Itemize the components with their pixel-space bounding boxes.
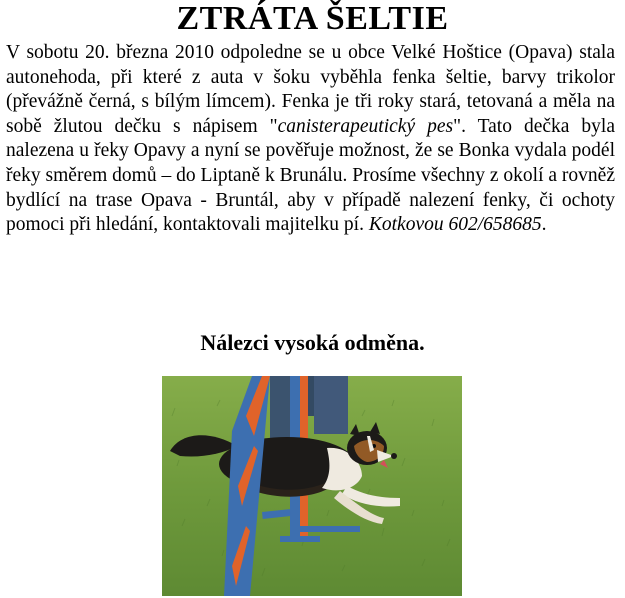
paragraph-part-1: V sobotu 20. března 2010 odpoledne se u obce Velké Hoštice (Opava) stala autonehoda, při které z auta v šoku vyběhla fenka šeltie, barvy trikolor (převážně černá, s bílým límcem). Fenka je tři roky stará, tetovaná a měla na sobě žlutou dečku s nápisem "	[6, 42, 615, 137]
paragraph-part-2: ". Tato dečka byla nalezena u řeky Opavy a nyní se pověřuje možnost, že se Bonka vydala podél řeky směrem domů – do Liptaně k Brunálu. Prosíme všechny z okolí a rovněž bydlící na trase Opava - Bruntál, aby v případě nalezení fenky, či ochoty pomoci při hledání, kontaktovali majitelku pí.	[6, 115, 615, 236]
page-title: ZTRÁTA ŠELTIE	[176, 0, 449, 37]
dog-photo-illustration	[162, 376, 462, 596]
reward-notice: Nálezci vysoká odměna.	[200, 330, 425, 355]
notice-paragraph	[6, 41, 615, 238]
paragraph-end: .	[541, 214, 547, 236]
owner-contact: Kotkovou 602/658685	[368, 214, 542, 236]
blanket-text-quote: canisterapeutický pes	[277, 115, 454, 137]
dog-photo	[162, 376, 462, 596]
